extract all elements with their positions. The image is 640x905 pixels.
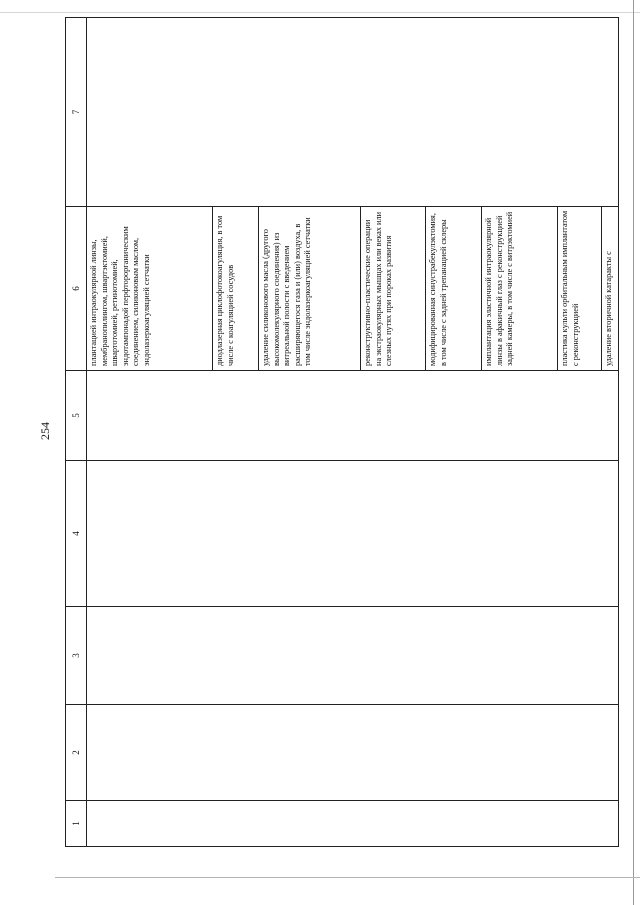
cell-col-1 — [87, 801, 619, 847]
procedure-entry: модифицированная синустрабекулэктомия, в том числе с задней трепанацией склеры — [426, 207, 482, 370]
column-header-2: 2 — [66, 705, 87, 801]
table-frame — [65, 18, 613, 847]
table-body-row — [87, 18, 619, 847]
column-number-row — [66, 18, 87, 847]
cell-col-2 — [87, 705, 619, 801]
column-header-4: 4 — [66, 461, 87, 607]
scan-right-edge — [633, 0, 634, 905]
cell-col-6-procedures — [87, 207, 619, 371]
column-header-7: 7 — [66, 18, 87, 207]
procedure-entry: удаление вторичной катаракты с — [604, 251, 613, 366]
procedure-entry: реконструктивно-пластические операции на экстраокулярных мышцах или веках или слезных путях при пороках развития — [361, 207, 426, 370]
procedure-entry: удаление силиконового масла (другого высокомолекулярного соединения) из витреальной полости с введением расширяющегося газа и (или) воздуха, в том числе эндолазеркоагуляцией сетчатки — [259, 207, 361, 370]
procedure-entry: пластика культи орбитальным имплантатом с реконструкцией — [558, 207, 602, 370]
column-header-6: 6 — [66, 207, 87, 371]
column-header-5: 5 — [66, 371, 87, 461]
procedure-entry: диодлазерная циклофотокоагуляция, в том числе с коагуляцией сосудов — [213, 207, 259, 370]
cell-col-5 — [87, 371, 619, 461]
page-number: 254 — [38, 422, 52, 440]
scan-top-edge — [0, 12, 640, 13]
scan-bottom-edge — [55, 877, 640, 878]
procedure-entry: плантацией интраокулярной линзы, мембранопилингом, швартэктомией, швартотомией, ретинотомией, эндотампонадой перфторорганическим соединением, силиконовым маслом, эндолазеркоагуляцией сетчатки — [87, 207, 213, 370]
procedures-table — [65, 17, 619, 847]
procedure-entry: имплантация эластичной интраокулярной линзы в афакичный глаз с реконструкцией задней камеры, в том числе с витрэктомией — [482, 207, 558, 370]
column-header-1: 1 — [66, 801, 87, 847]
cell-col-7 — [87, 18, 619, 207]
rotated-table-wrapper — [65, 18, 613, 847]
column-header-3: 3 — [66, 607, 87, 705]
cell-col-3 — [87, 607, 619, 705]
cell-col-4 — [87, 461, 619, 607]
